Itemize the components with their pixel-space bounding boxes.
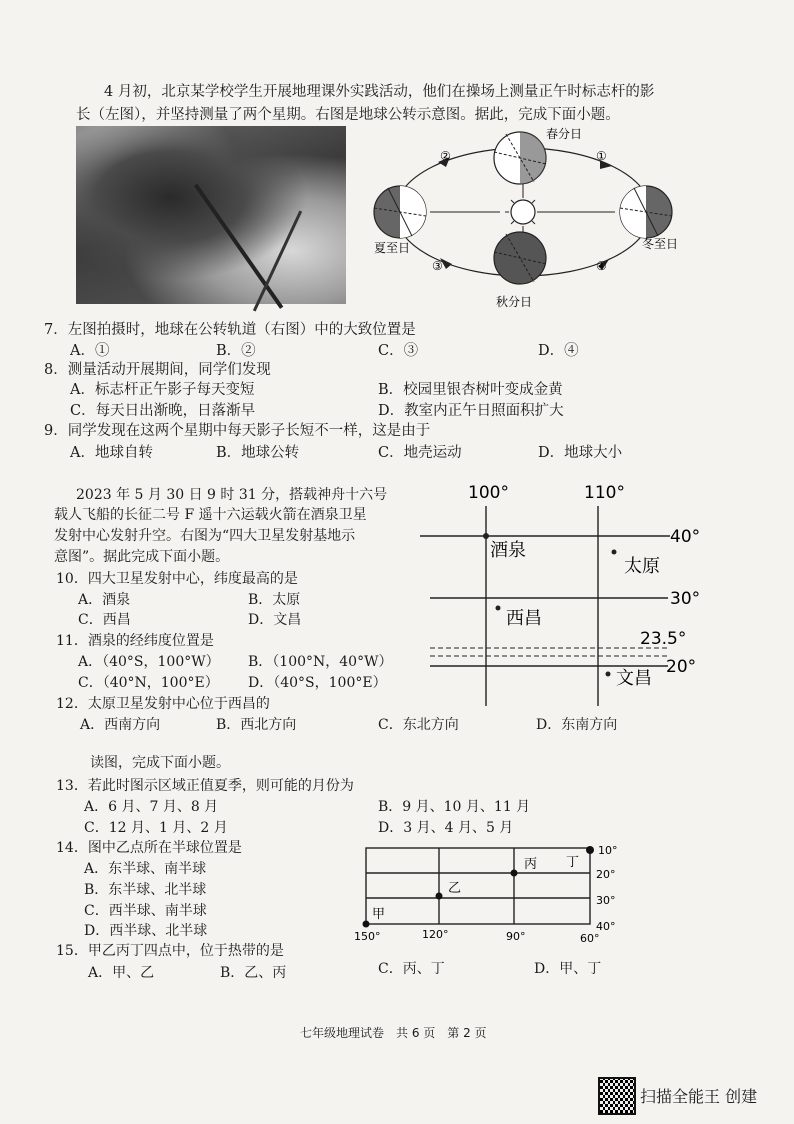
lat-20-label-grid: 20° (596, 868, 616, 881)
earth-winter-icon (620, 186, 672, 238)
yi-label: 乙 (448, 881, 462, 896)
lon-100-label: 100° (468, 483, 509, 503)
marker-3: ③ (432, 259, 443, 273)
q10-option-a[interactable]: A．酒泉 (78, 592, 131, 608)
q7-option-d[interactable]: D．④ (538, 343, 579, 359)
taiyuan-dot (612, 550, 617, 555)
label-summer: 夏至日 (374, 241, 411, 255)
q8-option-b[interactable]: B．校园里银杏树叶变成金黄 (378, 382, 563, 398)
lat-10-label: 10° (598, 844, 618, 857)
q9-option-a[interactable]: A．地球自转 (70, 445, 153, 461)
q15-option-b[interactable]: B．乙、丙 (220, 965, 287, 981)
lon-90-label: 90° (506, 930, 526, 943)
yi-dot (436, 893, 443, 900)
marker-4: ④ (596, 259, 607, 273)
jia-label: 甲 (372, 907, 386, 922)
intro2-line-4: 意图”。据此完成下面小题。 (54, 549, 230, 565)
q12-option-b[interactable]: B．西北方向 (216, 717, 297, 733)
q8-stem: 8．测量活动开展期间，同学们发现 (44, 362, 271, 378)
q8-option-c[interactable]: C．每天日出渐晚，日落渐早 (70, 403, 256, 419)
lon-60-label: 60° (580, 932, 600, 945)
q15-option-c[interactable]: C．丙、丁 (378, 961, 445, 977)
lat-40-label: 40° (670, 527, 701, 547)
intro3: 读图，完成下面小题。 (90, 755, 230, 771)
q12-stem: 12．太原卫星发射中心位于西昌的 (56, 696, 270, 712)
jiuquan-dot (483, 533, 489, 539)
q15-option-a[interactable]: A．甲、乙 (88, 965, 155, 981)
label-autumn: 秋分日 (496, 295, 533, 309)
intro2-line-3: 发射中心发射升空。右图为“四大卫星发射基地示 (54, 528, 356, 544)
q10-stem: 10．四大卫星发射中心，纬度最高的是 (56, 571, 298, 587)
q9-option-c[interactable]: C．地壳运动 (378, 445, 462, 461)
earth-spring-icon (494, 132, 546, 184)
q8-option-a[interactable]: A．标志杆正午影子每天变短 (70, 382, 255, 398)
lat-40-label-grid: 40° (596, 920, 616, 933)
bing-label: 丙 (524, 857, 538, 872)
q14-option-a[interactable]: A．东半球、南半球 (84, 861, 207, 877)
q13-option-c[interactable]: C．12 月、1 月、2 月 (84, 820, 228, 836)
q14-option-d[interactable]: D．西半球、北半球 (84, 923, 208, 939)
xichang-label: 西昌 (506, 608, 542, 629)
marker-2: ② (440, 149, 451, 163)
q14-option-b[interactable]: B．东半球、北半球 (84, 882, 207, 898)
lon-150-label: 150° (354, 930, 381, 943)
intro2-line-1: 2023 年 5 月 30 日 9 时 31 分，搭载神舟十六号 (76, 487, 388, 503)
grid-map (354, 840, 644, 946)
q13-stem: 13．若此时图示区域正值夏季，则可能的月份为 (56, 778, 354, 794)
qr-code-icon (598, 1077, 636, 1115)
bing-dot (511, 870, 518, 877)
q7-option-b[interactable]: B．② (216, 343, 256, 359)
intro2-line-2: 载人飞船的长征二号 F 遥十六运载火箭在酒泉卫星 (54, 507, 367, 523)
q8-option-d[interactable]: D．教室内正午日照面积扩大 (378, 403, 564, 419)
jiuquan-label: 酒泉 (490, 540, 526, 561)
lat-30-label-grid: 30° (596, 894, 616, 907)
q13-option-d[interactable]: D．3 月、4 月、5 月 (378, 820, 514, 836)
shadow-measurement-photo (76, 126, 346, 304)
q7-stem: 7．左图拍摄时，地球在公转轨道（右图）中的大致位置是 (44, 322, 416, 338)
lat-20-label: 20° (666, 657, 697, 677)
taiyuan-label: 太原 (624, 556, 660, 577)
q12-option-a[interactable]: A．西南方向 (80, 717, 161, 733)
q11-stem: 11．酒泉的经纬度位置是 (56, 633, 214, 649)
q14-stem: 14．图中乙点所在半球位置是 (56, 840, 242, 856)
q12-option-d[interactable]: D．东南方向 (536, 717, 618, 733)
intro-line-1: 4 月初，北京某学校学生开展地理课外实践活动，他们在操场上测量正午时标志杆的影 (104, 84, 655, 100)
q11-option-b[interactable]: B．（100°N，40°W） (248, 654, 393, 670)
sun-icon (505, 194, 541, 230)
scanner-watermark: 扫描全能王 创建 (640, 1087, 758, 1106)
ding-label: 丁 (566, 855, 580, 870)
wenchang-label: 文昌 (616, 668, 652, 689)
q13-option-b[interactable]: B．9 月、10 月、11 月 (378, 799, 531, 815)
xichang-dot (496, 606, 501, 611)
q7-option-c[interactable]: C．③ (378, 343, 419, 359)
lat-23-5-label: 23.5° (640, 629, 687, 649)
intro-line-2: 长（左图），并坚持测量了两个星期。右图是地球公转示意图。据此，完成下面小题。 (76, 107, 620, 123)
label-winter: 冬至日 (642, 237, 679, 251)
q10-option-b[interactable]: B．太原 (248, 592, 301, 608)
q13-option-a[interactable]: A．6 月、7 月、8 月 (84, 799, 219, 815)
satellite-base-map (420, 478, 720, 706)
label-spring: 春分日 (546, 127, 583, 141)
ding-dot (586, 846, 594, 854)
q9-stem: 9．同学发现在这两个星期中每天影子长短不一样，这是由于 (44, 423, 431, 439)
q7-option-a[interactable]: A．① (70, 343, 110, 359)
q10-option-d[interactable]: D．文昌 (248, 612, 302, 628)
lon-120-label: 120° (422, 928, 449, 941)
wenchang-dot (606, 672, 611, 677)
earth-summer-icon (374, 186, 426, 238)
q12-option-c[interactable]: C．东北方向 (378, 717, 459, 733)
q10-option-c[interactable]: C．西昌 (78, 612, 131, 628)
q15-option-d[interactable]: D．甲、丁 (534, 961, 602, 977)
q11-option-c[interactable]: C．（40°N，100°E） (78, 675, 219, 691)
q11-option-a[interactable]: A．（40°S，100°W） (78, 654, 220, 670)
q9-option-d[interactable]: D．地球大小 (538, 445, 623, 461)
marker-1: ① (596, 149, 607, 163)
page-footer: 七年级地理试卷 共 6 页 第 2 页 (300, 1026, 487, 1040)
jia-dot (363, 921, 370, 928)
q15-stem: 15．甲乙丙丁四点中，位于热带的是 (56, 943, 284, 959)
earth-autumn-icon (494, 232, 546, 284)
q11-option-d[interactable]: D．（40°S，100°E） (248, 675, 387, 691)
q9-option-b[interactable]: B．地球公转 (216, 445, 300, 461)
earth-orbit-diagram (360, 124, 700, 316)
lon-110-label: 110° (584, 483, 625, 503)
lat-30-label: 30° (670, 589, 701, 609)
q14-option-c[interactable]: C．西半球、南半球 (84, 903, 207, 919)
